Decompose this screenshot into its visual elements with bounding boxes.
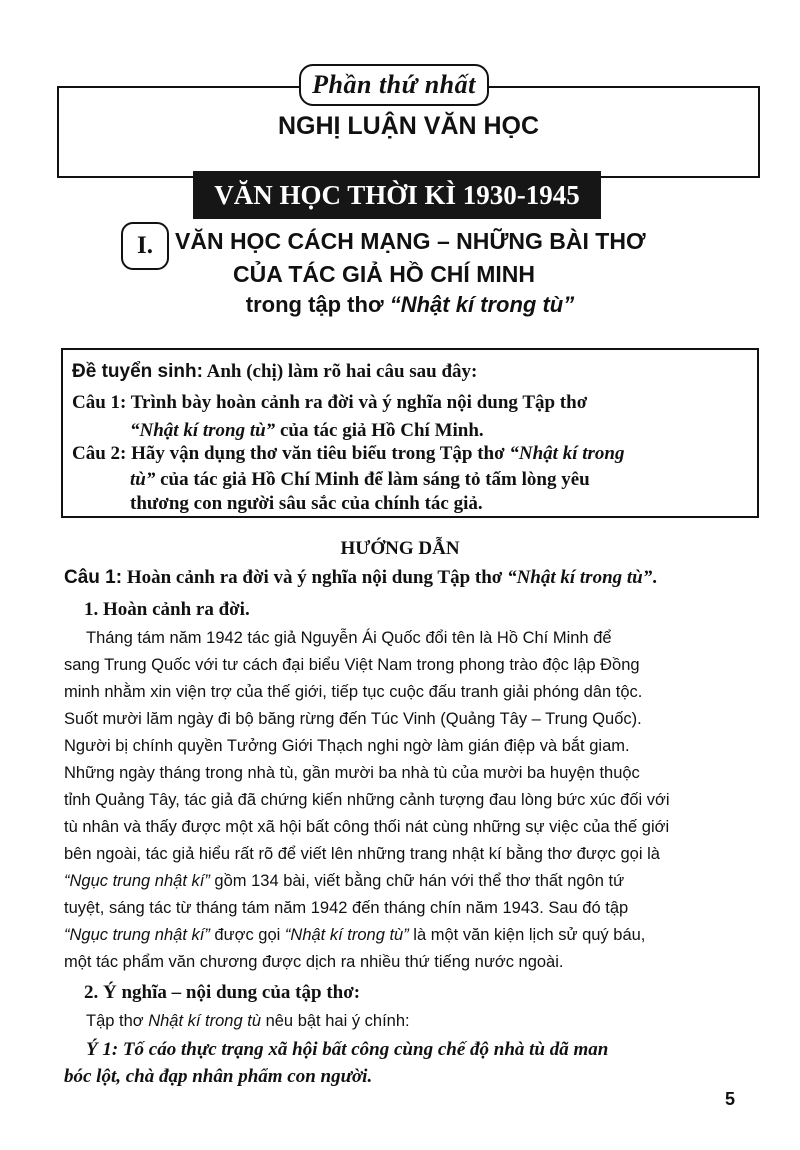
paragraph-1-line: Tháng tám năm 1942 tác giả Nguyễn Ái Quốc đổi tên là Hồ Chí Minh để: [86, 629, 612, 647]
question-1-italic: “Nhật kí trong tù”: [130, 420, 276, 441]
section-title-line-2: CỦA TÁC GIẢ HỒ CHÍ MINH: [233, 261, 535, 287]
paragraph-1-line: [64, 872, 624, 891]
answer-1-text: Hoàn cảnh ra đời và ý nghĩa nội dung Tập thơ: [122, 567, 508, 588]
book-title-italic: “Ngục trung nhật kí”: [64, 872, 210, 890]
question-2-line-1: [72, 443, 624, 465]
exam-heading: [72, 361, 477, 383]
question-2-prefix: Câu 2: Hãy vận dụng thơ văn tiêu biểu trong Tập thơ: [72, 443, 510, 464]
paragraph-1-line: Những ngày tháng trong nhà tù, gần mười ba nhà tù của mười ba huyện thuộc: [64, 764, 640, 782]
paragraph-1-line: tù nhân và thấy được một xã hội bất công thối nát cùng những sự việc của thế giới: [64, 818, 670, 836]
answer-1-end: .: [652, 567, 657, 588]
page-number: 5: [725, 1089, 736, 1109]
paragraph-2-rest: nêu bật hai ý chính:: [261, 1012, 410, 1030]
paragraph-1-line: một tác phẩm văn chương được dịch ra nhiều thứ tiếng nước ngoài.: [64, 953, 564, 971]
paragraph-1-line: tuyệt, sáng tác từ tháng tám năm 1942 đến tháng chín năm 1943. Sau đó tập: [64, 899, 629, 917]
question-2-rest: của tác giả Hồ Chí Minh để làm sáng tỏ tấm lòng yêu: [155, 469, 590, 490]
book-title-italic: “Ngục trung nhật kí”: [64, 926, 210, 944]
question-2-line-3: thương con người sâu sắc của chính tác giả.: [130, 493, 483, 514]
paragraph-1-line: tỉnh Quảng Tây, tác giả đã chứng kiến những cảnh tượng đau lòng bức xúc đối với: [64, 791, 670, 809]
section-title-line-1: VĂN HỌC CÁCH MẠNG – NHỮNG BÀI THƠ: [175, 228, 646, 254]
exam-label: Đề tuyển sinh:: [72, 361, 203, 382]
point-1-line-1: Ý 1: Tố cáo thực trạng xã hội bất công cùng chế độ nhà tù dã man: [86, 1039, 609, 1060]
paragraph-1-line: [64, 926, 645, 945]
part-label: Phần thứ nhất: [299, 64, 489, 106]
question-1-line-1: Câu 1: Trình bày hoàn cảnh ra đời và ý nghĩa nội dung Tập thơ: [72, 392, 588, 413]
question-2-italic: “Nhật kí trong: [509, 443, 625, 464]
paragraph-1-line: sang Trung Quốc với tư cách đại biểu Việt Nam trong phong trào độc lập Đồng: [64, 656, 640, 674]
question-2-line-2: [130, 469, 590, 491]
paragraph-1-text: được gọi: [209, 926, 285, 944]
paragraph-1-text: là một văn kiện lịch sử quý báu,: [408, 926, 646, 944]
paragraph-1-line: Suốt mười lăm ngày đi bộ băng rừng đến Túc Vinh (Quảng Tây – Trung Quốc).: [64, 710, 642, 728]
question-1-rest: của tác giả Hồ Chí Minh.: [275, 420, 484, 441]
point-1-line-2: bóc lột, chà đạp nhân phẩm con người.: [64, 1066, 373, 1087]
answer-1-italic: “Nhật kí trong tù”: [507, 567, 653, 588]
section-number-badge: I.: [121, 222, 169, 270]
question-2-italic-cont: tù”: [130, 469, 156, 490]
section-title-line-3: [100, 292, 720, 318]
era-banner: VĂN HỌC THỜI KÌ 1930-1945: [193, 171, 601, 219]
book-title-italic: “Nhật kí trong tù”: [284, 926, 409, 944]
guidance-title: HƯỚNG DẪN: [340, 538, 460, 559]
paragraph-2-prefix: Tập thơ: [86, 1012, 149, 1030]
answer-1-heading: [64, 567, 657, 589]
section-title-line-3-italic: “Nhật kí trong tù”: [389, 292, 575, 317]
answer-1-label: Câu 1:: [64, 567, 123, 588]
exam-intro: Anh (chị) làm rõ hai câu sau đây:: [202, 361, 478, 382]
part-title: NGHỊ LUẬN VĂN HỌC: [277, 112, 540, 140]
paragraph-1-line: bên ngoài, tác giả hiểu rất rõ để viết lên những trang nhật kí bằng thơ được gọi là: [64, 845, 660, 863]
subheading-2: 2. Ý nghĩa – nội dung của tập thơ:: [84, 982, 361, 1003]
section-title-line-3-prefix: trong tập thơ: [245, 292, 390, 317]
book-title-italic: Nhật kí trong tù: [148, 1012, 261, 1030]
paragraph-1-text: gồm 134 bài, viết bằng chữ hán với thể thơ thất ngôn tứ: [209, 872, 625, 890]
question-1-line-2: [130, 420, 484, 442]
paragraph-2-line: [86, 1012, 410, 1031]
subheading-1: 1. Hoàn cảnh ra đời.: [84, 599, 250, 620]
paragraph-1-line: minh nhằm xin viện trợ của thế giới, tiếp tục cuộc đấu tranh giải phóng dân tộc.: [64, 683, 643, 701]
paragraph-1-line: Người bị chính quyền Tưởng Giới Thạch nghi ngờ làm gián điệp và bắt giam.: [64, 737, 630, 755]
